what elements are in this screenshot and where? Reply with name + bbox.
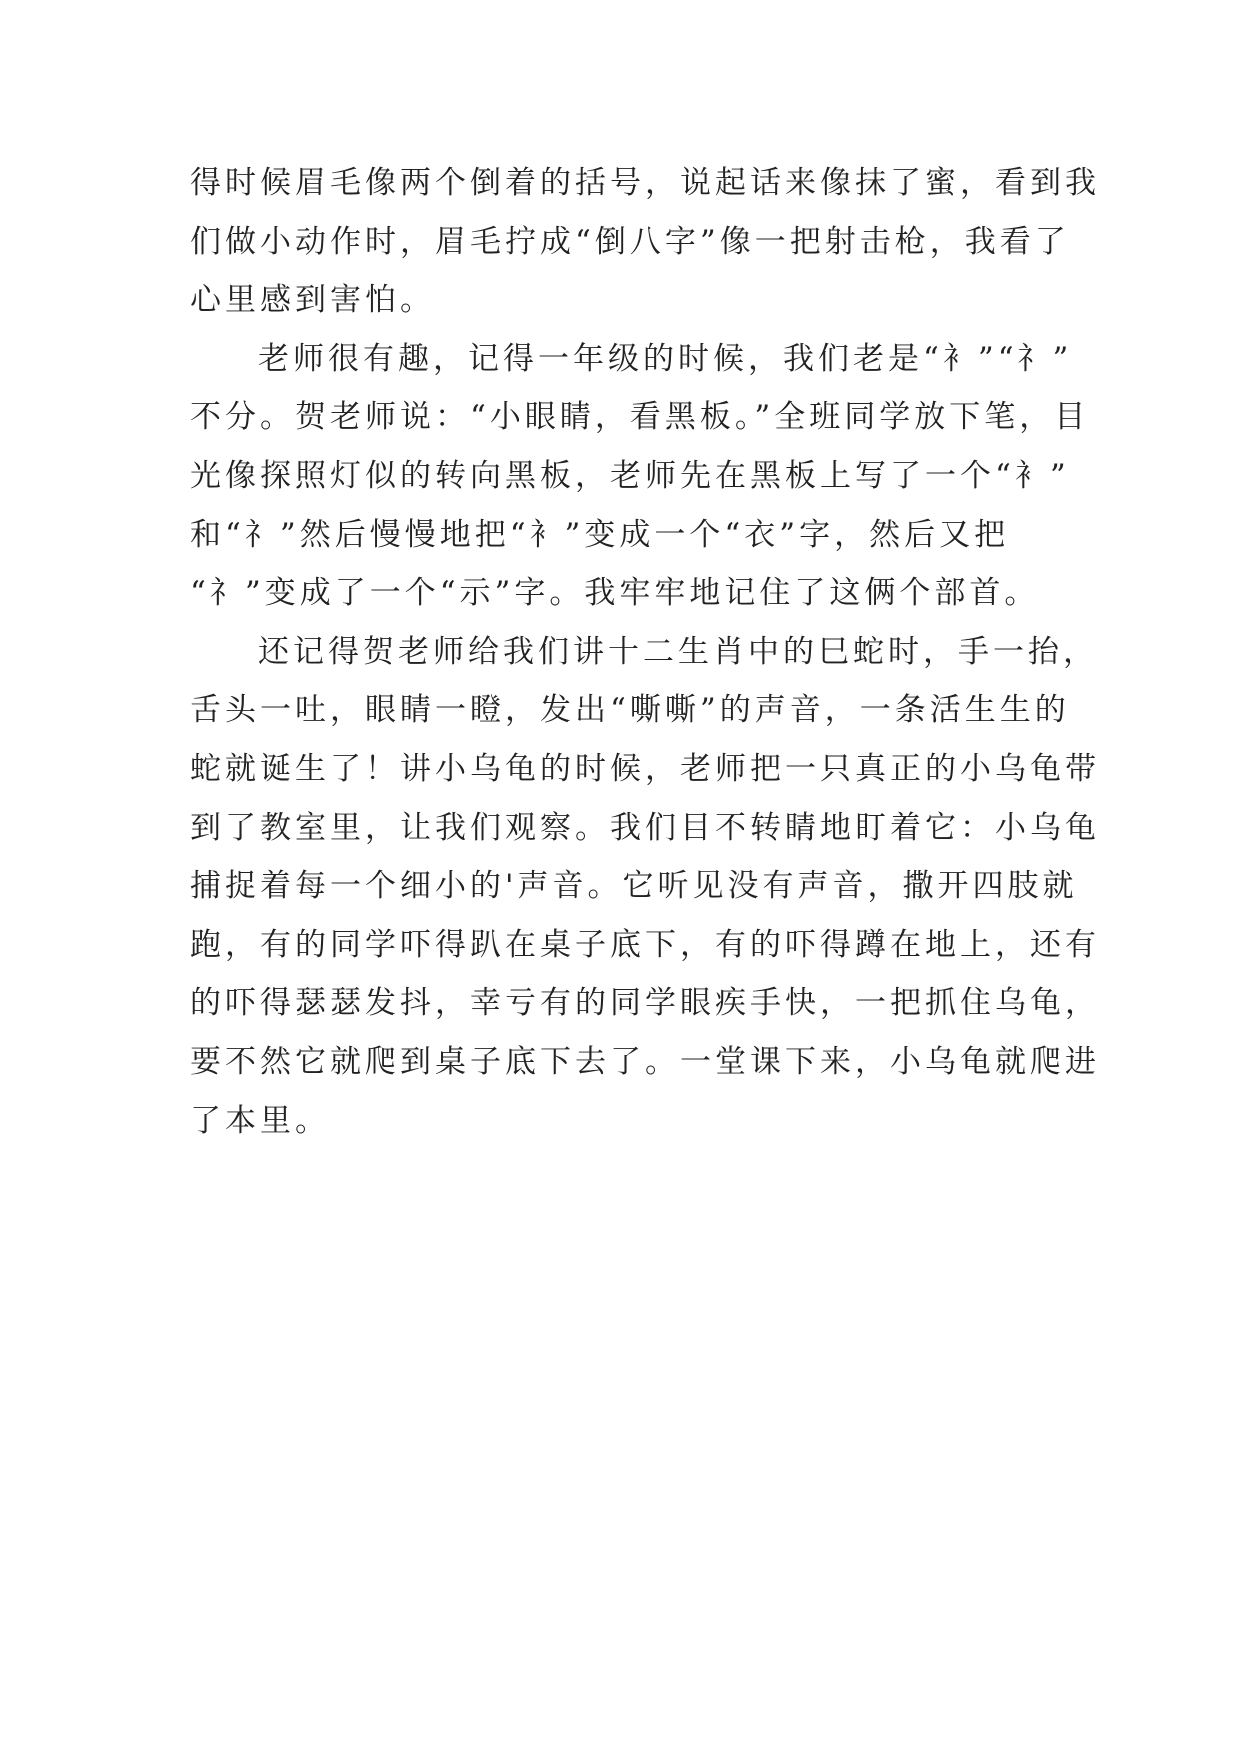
text-line: 光像探照灯似的转向黑板，老师先在黑板上写了一个“衤”	[190, 457, 1070, 494]
text-line: 不分。贺老师说：“小眼睛，看黑板。”全班同学放下笔，目	[190, 399, 1090, 436]
text-line: 还记得贺老师给我们讲十二生肖中的巳蛇时，手一抬，	[258, 633, 1098, 670]
text-line: 和“礻”然后慢慢地把“衤”变成一个“衣”字，然后又把	[190, 516, 1010, 553]
text-line: 了本里。	[190, 1102, 330, 1139]
text-line: 蛇就诞生了！讲小乌龟的时候，老师把一只真正的小乌龟带	[190, 750, 1100, 787]
text-line: 的吓得瑟瑟发抖，幸亏有的同学眼疾手快，一把抓住乌龟，	[190, 985, 1100, 1022]
text-line: 得时候眉毛像两个倒着的括号，说起话来像抹了蜜，看到我	[190, 165, 1100, 201]
text-line: 捕捉着每一个细小的'声音。它听见没有声音，撒开四肢就	[190, 868, 1078, 905]
text-line: 们做小动作时，眉毛拧成“倒八字”像一把射击枪，我看了	[190, 223, 1070, 260]
text-line: 跑，有的同学吓得趴在桌子底下，有的吓得蹲在地上，还有	[190, 926, 1100, 963]
text-line: 舌头一吐，眼睛一瞪，发出“嘶嘶”的声音，一条活生生的	[190, 692, 1070, 729]
text-line: 心里感到害怕。	[190, 282, 435, 319]
text-line: 到了教室里，让我们观察。我们目不转睛地盯着它：小乌龟	[190, 809, 1100, 846]
text-line: “礻”变成了一个“示”字。我牢牢地记住了这俩个部首。	[190, 575, 1040, 612]
text-line: 老师很有趣，记得一年级的时候，我们老是“衤”“礻”	[258, 340, 1073, 377]
text-line: 要不然它就爬到桌子底下去了。一堂课下来，小乌龟就爬进	[190, 1043, 1100, 1080]
body-text	[190, 154, 1100, 1150]
